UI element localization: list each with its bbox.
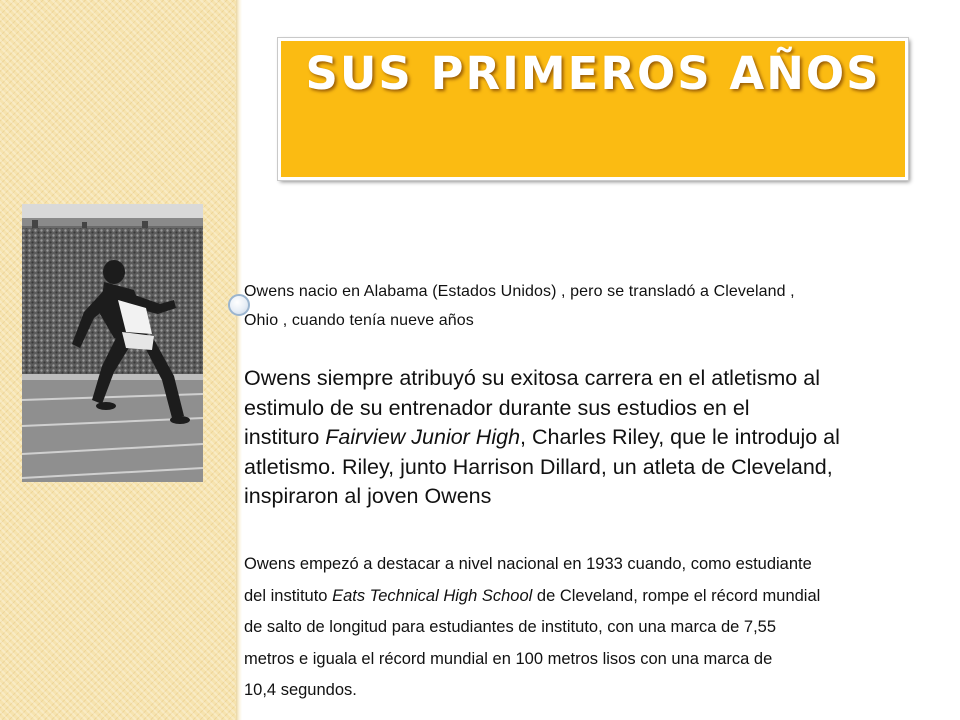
paragraph-line: estimulo de su entrenador durante sus estudios en el <box>244 395 750 420</box>
paragraph-line: 10,4 segundos. <box>244 681 357 699</box>
paragraph-records <box>244 549 934 707</box>
text-segment: del instituto <box>244 586 333 605</box>
paragraph-line: Owens siempre atribuyó su exitosa carrera en el atletismo al <box>244 366 820 390</box>
text-segment: , Charles Riley, que le introdujo al <box>520 425 840 449</box>
text-segment: de Cleveland, rompe el récord mundial <box>532 586 821 605</box>
paragraph-line: inspiraron al joven Owens <box>244 484 492 508</box>
text-segment: instituro <box>244 425 326 449</box>
paragraph-coach <box>244 364 934 512</box>
paragraph-line: Ohio , cuando tenía nueve años <box>244 312 474 329</box>
paragraph-line <box>244 581 934 613</box>
title-box <box>278 38 908 180</box>
paragraph-line: atletismo. Riley, junto Harrison Dillard, un atleta de Cleveland, <box>244 454 833 479</box>
sprinter-photo-image <box>22 204 203 482</box>
paragraph-line <box>244 423 934 453</box>
school-name: Eats Technical High School <box>332 586 533 605</box>
paragraph-line: Owens nacio en Alabama (Estados Unidos) , pero se transladó a Cleveland , <box>244 283 795 300</box>
paragraph-birth <box>244 277 934 335</box>
paragraph-line: Owens empezó a destacar a nivel nacional en 1933 cuando, como estudiante <box>244 555 812 573</box>
sprinter-photo <box>22 204 203 482</box>
paragraph-line: de salto de longitud para estudiantes de instituto, con una marca de 7,55 <box>244 618 777 636</box>
side-divider <box>236 0 242 720</box>
paragraph-line: metros e iguala el récord mundial en 100 metros lisos con una marca de <box>244 649 773 668</box>
slide-title: SUS PRIMEROS AÑOS <box>305 47 881 100</box>
school-name: Fairview Junior High <box>325 425 521 449</box>
